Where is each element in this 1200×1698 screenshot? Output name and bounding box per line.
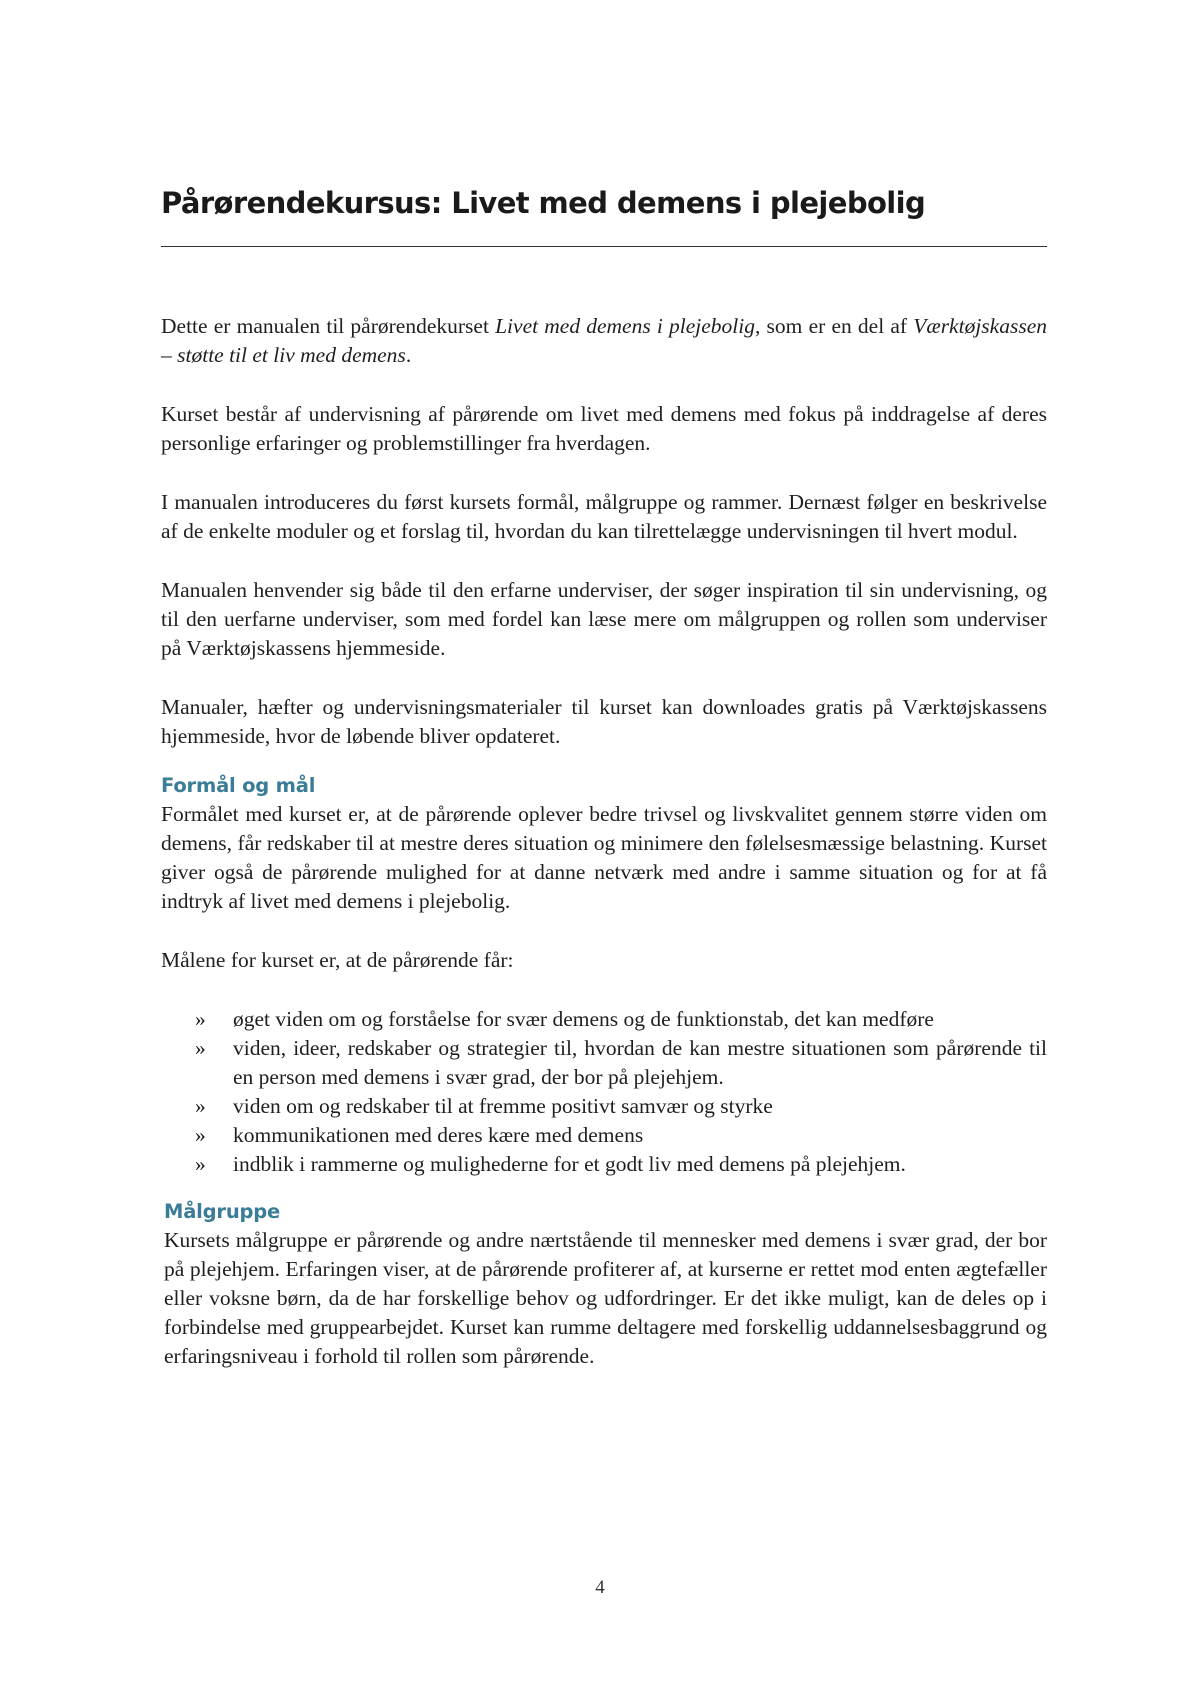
bullet-mark: » bbox=[195, 1094, 206, 1118]
maalgruppe-paragraph: Kursets målgruppe er pårørende og andre nærtstående til mennesker med demens i svær grad, der bor på plejehjem. Erfaringen viser, at de pårørende profiterer af, at kurserne er rettet mod enten ægtefæller eller voksne børn, da de har forskellige behov og udfordringer. Er det ikke muligt, kan de deles op i forbindelse med gruppearbejdet. Kurset kan rumme deltagere med forskellig uddannelsesbaggrund og erfaringsniveau i forhold til rollen som pårørende. bbox=[164, 1228, 1047, 1368]
title-divider bbox=[161, 246, 1047, 247]
bullet-mark: » bbox=[195, 1007, 206, 1031]
section-heading-maalgruppe: Målgruppe bbox=[164, 1200, 281, 1223]
document-body bbox=[161, 312, 1047, 1371]
intro-paragraph-2: Kurset består af undervisning af pårørende om livet med demens med fokus på inddragelse af deres personlige erfaringer og problemstillinger fra hverdagen. bbox=[161, 402, 1047, 455]
bullet-mark: » bbox=[195, 1123, 206, 1147]
formaal-paragraph-2: Målene for kurset er, at de pårørende får: bbox=[161, 948, 514, 972]
list-item: » viden om og redskaber til at fremme positivt samvær og styrke bbox=[161, 1092, 1047, 1121]
list-item: » øget viden om og forståelse for svær demens og de funktionstab, det kan medføre bbox=[161, 1005, 1047, 1034]
section-heading-formaal: Formål og mål bbox=[161, 774, 316, 797]
intro-paragraph-5: Manualer, hæfter og undervisningsmaterialer til kurset kan downloades gratis på Værktøjskassens hjemmeside, hvor de løbende bliver opdateret. bbox=[161, 695, 1047, 748]
bullet-mark: » bbox=[195, 1036, 206, 1060]
formaal-paragraph-1: Formålet med kurset er, at de pårørende oplever bedre trivsel og livskvalitet gennem større viden om demens, får redskaber til at mestre deres situation og minimere den følelsesmæssige belastning. Kurset giver også de pårørende mulighed for at danne netværk med andre i samme situation og for at få indtryk af livet med demens i plejebolig. bbox=[161, 802, 1047, 913]
page-title: Pårørendekursus: Livet med demens i plejebolig bbox=[161, 186, 926, 220]
maalgruppe-section bbox=[161, 1197, 1047, 1371]
list-item: » viden, ideer, redskaber og strategier til, hvordan de kan mestre situationen som pårørende til en person med demens i svær grad, der bor på plejehjem. bbox=[195, 1036, 1047, 1089]
toolbox-title-italic: Værktøjskassen – støtte til et liv med demens bbox=[161, 314, 1047, 367]
list-item: » indblik i rammerne og mulighederne for et godt liv med demens på plejehjem. bbox=[161, 1150, 1047, 1179]
page-number: 4 bbox=[595, 1577, 605, 1598]
bullet-mark: » bbox=[195, 1152, 206, 1176]
list-item: » kommunikationen med deres kære med demens bbox=[161, 1121, 1047, 1150]
intro-paragraph-1: Dette er manualen til pårørendekurset Livet med demens i plejebolig, som er en del af Værktøjskassen – støtte til et liv med demens. bbox=[161, 314, 1047, 367]
intro-paragraph-3: I manualen introduceres du først kursets formål, målgruppe og rammer. Dernæst følger en beskrivelse af de enkelte moduler og et forslag til, hvordan du kan tilrettelægge undervisningen til hvert modul. bbox=[161, 490, 1047, 543]
intro-paragraph-4: Manualen henvender sig både til den erfarne underviser, der søger inspiration til sin undervisning, og til den uerfarne underviser, som med fordel kan læse mere om målgruppen og rollen som underviser på Værktøjskassens hjemmeside. bbox=[161, 578, 1047, 660]
course-title-italic: Livet med demens i plejebolig bbox=[495, 314, 756, 338]
goals-list bbox=[161, 1005, 1047, 1179]
